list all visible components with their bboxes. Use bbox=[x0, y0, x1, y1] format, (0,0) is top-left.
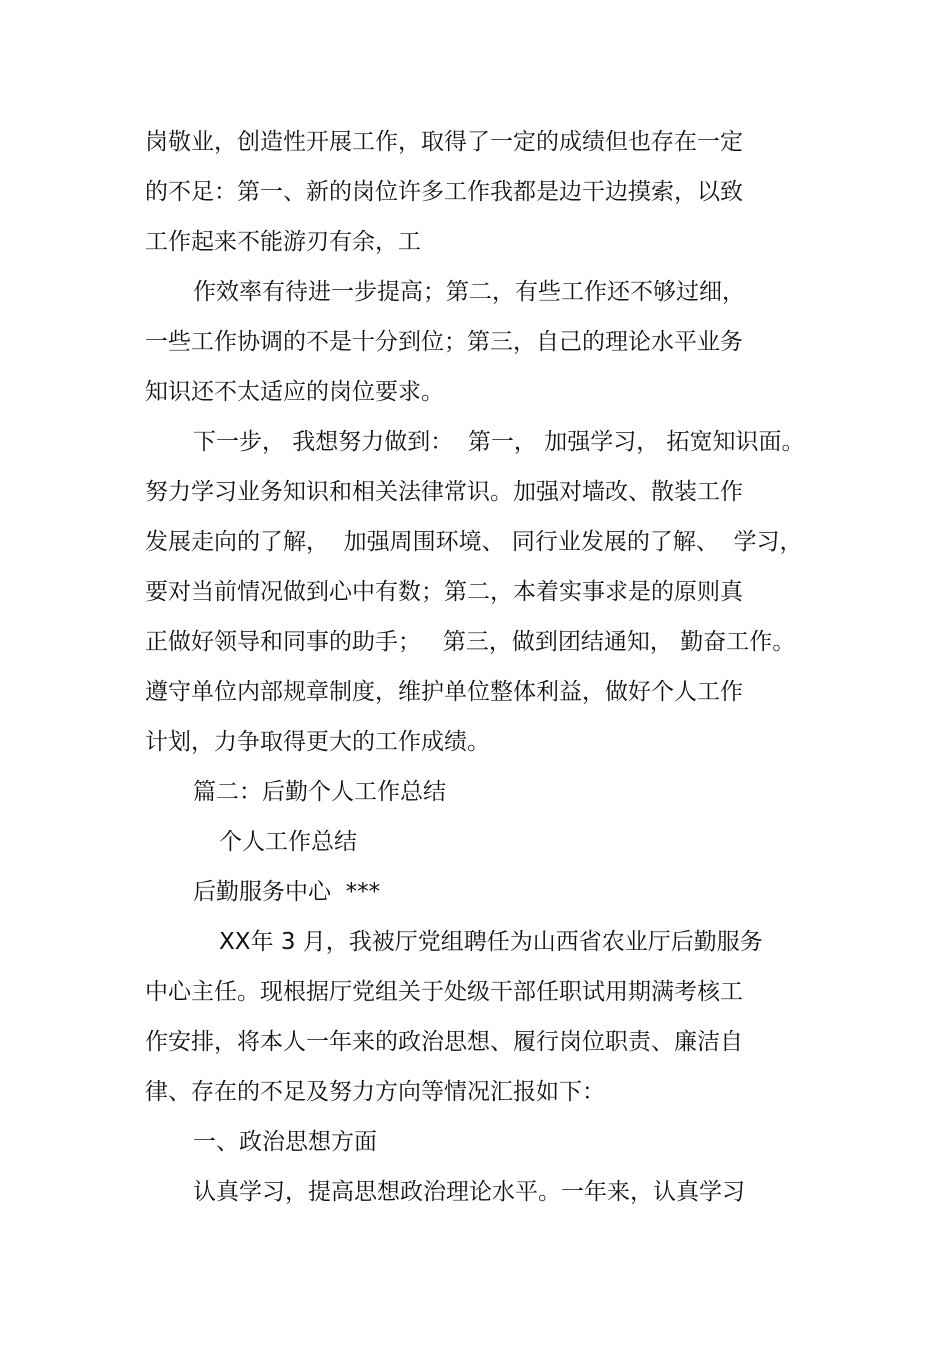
paragraph-line: 下一步， 我想努力做到： 第一， 加强学习， 拓宽知识面。 bbox=[193, 429, 805, 455]
paragraph-line: 计划，力争取得更大的工作成绩。 bbox=[145, 729, 490, 755]
paragraph-line: 遵守单位内部规章制度，维护单位整体利益，做好个人工作 bbox=[145, 679, 743, 705]
paragraph-line: 发展走向的了解， 加强周围环境、 同行业发展的了解、 学习， bbox=[145, 529, 803, 555]
author-line: 后勤服务中心 *** bbox=[193, 879, 381, 905]
paragraph-line: 工作起来不能游刃有余，工 bbox=[145, 229, 421, 255]
paragraph-line: 的不足：第一、新的岗位许多工作我都是边干边摸索，以致 bbox=[145, 179, 743, 205]
paragraph-line: 要对当前情况做到心中有数；第二，本着实事求是的原则真 bbox=[145, 579, 743, 605]
paragraph-line: 认真学习，提高思想政治理论水平。一年来，认真学习 bbox=[193, 1179, 745, 1205]
subsection-heading: 一、政治思想方面 bbox=[193, 1129, 377, 1155]
paragraph-line: 正做好领导和同事的助手； 第三，做到团结通知， 勤奋工作。 bbox=[145, 629, 796, 655]
document-title: 个人工作总结 bbox=[219, 829, 357, 855]
paragraph-line: 作安排，将本人一年来的政治思想、履行岗位职责、廉洁自 bbox=[145, 1029, 743, 1055]
paragraph-line: 努力学习业务知识和相关法律常识。加强对墙改、散装工作 bbox=[145, 479, 743, 505]
paragraph-line: XX年 3 月，我被厅党组聘任为山西省农业厅后勤服务 bbox=[219, 929, 763, 955]
paragraph-line: 岗敬业，创造性开展工作，取得了一定的成绩但也存在一定 bbox=[145, 129, 743, 155]
paragraph-line: 一些工作协调的不是十分到位；第三，自己的理论水平业务 bbox=[145, 329, 743, 355]
paragraph-line: 中心主任。现根据厅党组关于处级干部任职试用期满考核工 bbox=[145, 979, 743, 1005]
paragraph-line: 作效率有待进一步提高；第二，有些工作还不够过细， bbox=[193, 279, 745, 305]
section-heading: 篇二：后勤个人工作总结 bbox=[193, 779, 446, 805]
paragraph-line: 知识还不太适应的岗位要求。 bbox=[145, 379, 444, 405]
paragraph-line: 律、存在的不足及努力方向等情况汇报如下： bbox=[145, 1079, 605, 1105]
